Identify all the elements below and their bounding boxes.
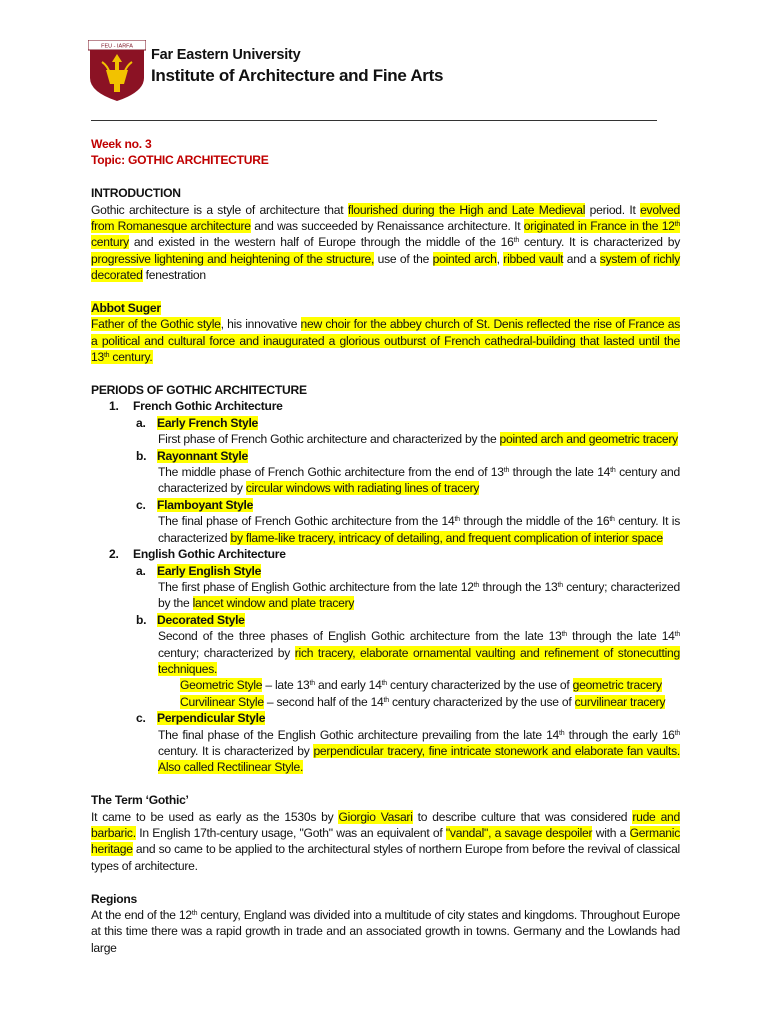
english-gothic-item: 2. English Gothic Architecture: [109, 547, 286, 562]
document-body: [91, 136, 680, 956]
periods-heading: PERIODS OF GOTHIC ARCHITECTURE: [91, 383, 307, 398]
introduction-heading: INTRODUCTION: [91, 186, 181, 201]
early-french-style-desc: First phase of French Gothic architecture and characterized by the pointed arch and geometric tracery: [158, 432, 678, 447]
university-name: Far Eastern University: [151, 47, 301, 63]
term-gothic-heading: The Term ‘Gothic’: [91, 793, 189, 808]
logo-caption: FEU - IARFA: [101, 43, 133, 50]
introduction-paragraph: Gothic architecture is a style of architecture that flourished during the High and Late Medieval period. It evolved from Romanesque architecture and was succeeded by Renaissance architecture. It originated in France in the 12th century and existed in the western half of Europe through the middle of the 16th century. It is characterized by progressive lightening and heightening of the structure, use of the pointed arch, ribbed vault and a system of richly decorated fenestration: [91, 202, 681, 283]
header-divider: [91, 120, 657, 121]
curvilinear-style-line: Curvilinear Style – second half of the 14th century characterized by the use of curvilinear tracery: [180, 694, 666, 709]
early-english-style-item: a. Early English Style: [136, 563, 262, 578]
early-french-style-item: a. Early French Style: [136, 415, 259, 430]
regions-paragraph: At the end of the 12th century, England was divided into a multitude of city states and kingdoms. Throughout Europe at this time there was a rapid growth in trade and an associated growth in towns. Germany and the Lowlands had large: [91, 908, 680, 955]
early-english-style-desc: The first phase of English Gothic architecture from the late 12th through the 13th century; characterized by the lancet window and plate tracery: [158, 579, 680, 611]
flamboyant-style-desc: The final phase of French Gothic architecture from the 14th through the middle of the 16th century. It is characterized by flame-like tracery, intricacy of detailing, and frequent complication of interior space: [158, 514, 681, 545]
decorated-style-desc: Second of the three phases of English Gothic architecture from the late 13th through the late 14th century; characterized by rich tracery, elaborate ornamental vaulting and refinement of stonecutting techniques.: [158, 629, 680, 676]
feu-logo-icon: [88, 40, 146, 102]
rayonnant-style-item: b. Rayonnant Style: [136, 448, 249, 463]
regions-heading: Regions: [91, 891, 137, 906]
decorated-style-item: b. Decorated Style: [136, 612, 245, 627]
institute-name: Institute of Architecture and Fine Arts: [151, 66, 444, 85]
topic-title: Topic: GOTHIC ARCHITECTURE: [91, 153, 269, 168]
rayonnant-style-desc: The middle phase of French Gothic architecture from the end of 13th through the late 14th century and characterized by circular windows with radiating lines of tracery: [158, 465, 680, 496]
term-gothic-paragraph: It came to be used as early as the 1530s by Giorgio Vasari to describe culture that was considered rude and barbaric. In English 17th-century usage, "Goth" was an equivalent of "vandal", a savage despoiler with a Germanic heritage and so came to be applied to the architectural styles of northern Europe from before the revival of classical types of architecture.: [91, 809, 680, 873]
abbot-suger-heading: Abbot Suger: [91, 301, 161, 316]
perpendicular-style-item: c. Perpendicular Style: [136, 711, 266, 726]
geometric-style-line: Geometric Style – late 13th and early 14th century characterized by the use of geometric tracery: [180, 678, 662, 693]
week-label: Week no. 3: [91, 137, 152, 151]
flamboyant-style-item: c. Flamboyant Style: [136, 497, 254, 512]
abbot-suger-paragraph: Father of the Gothic style, his innovative new choir for the abbey church of St. Denis reflected the rise of France as a political and cultural force and inaugurated a glorious outburst of French cathedral-building that lasted until the 13th century.: [91, 317, 680, 365]
perpendicular-style-desc: The final phase of the English Gothic architecture prevailing from the late 14th through the early 16th century. It is characterized by perpendicular tracery, fine intricate stonework and elaborate fan vaults. Also called Rectilinear Style.: [158, 727, 681, 775]
french-gothic-item: 1. French Gothic Architecture: [109, 399, 283, 414]
